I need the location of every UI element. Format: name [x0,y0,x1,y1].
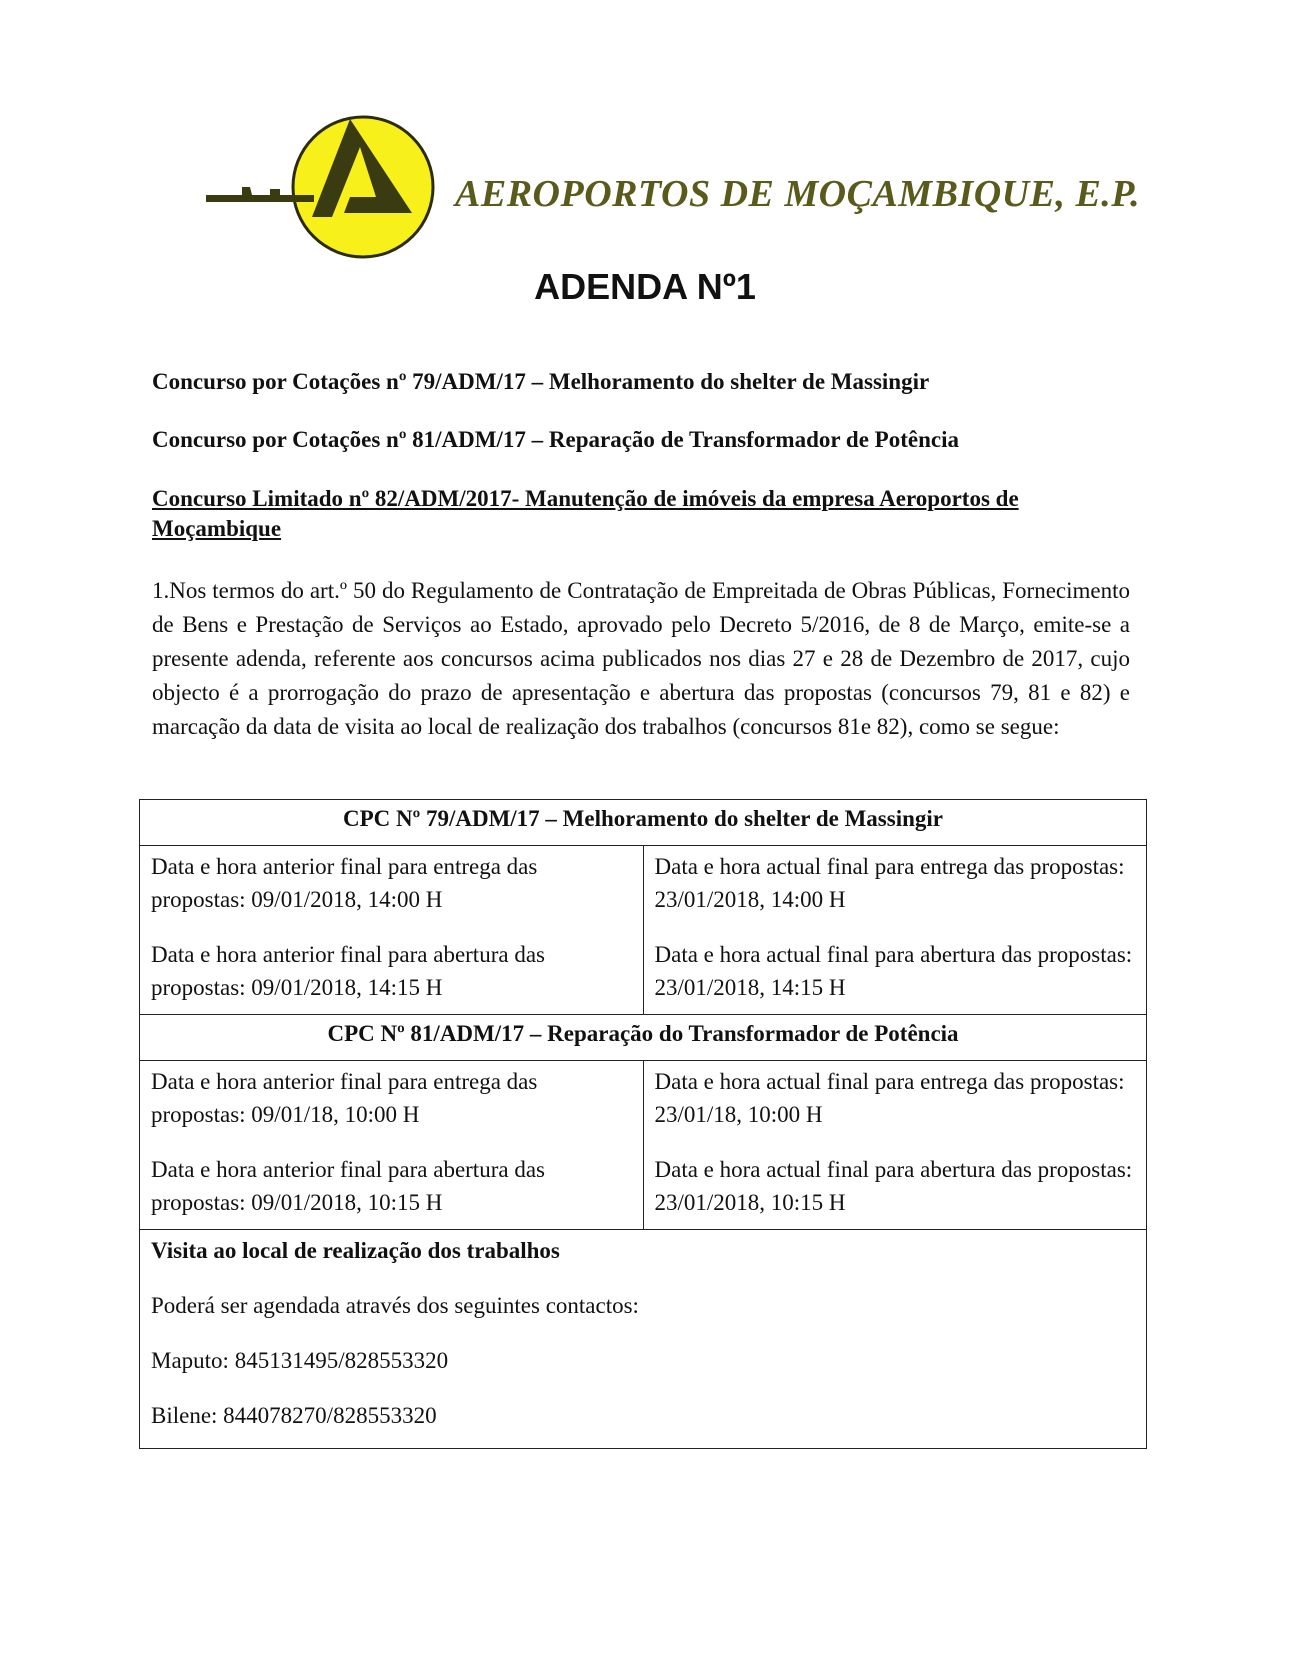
subject-line-81: Concurso por Cotações nº 81/ADM/17 – Reparação de Transformador de Potência [152,427,959,452]
previous-opening-date: Data e hora anterior final para abertura das propostas: 09/01/2018, 10:15 H [151,1157,545,1215]
contact-bilene: Bilene: 844078270/828553320 [151,1403,437,1428]
current-delivery-date: Data e hora actual final para entrega das propostas: 23/01/2018, 14:00 H [654,854,1125,912]
body-paragraph: 1.Nos termos do art.º 50 do Regulamento de Contratação de Empreitada de Obras Públicas, Fornecimento de Bens e Prestação de Serviços ao Estado, aprovado pelo Decreto 5/2016, de 8 de Março, emite-se a presente adenda, referente aos concursos acima publicados nos dias 27 e 28 de Dezembro de 2017, cujo objecto é a prorrogação do prazo de apresentação e abertura das propostas (concursos 79, 81 e 82) e marcação da data de visita ao local de realização dos trabalhos (concursos 81e 82), como se segue: [152,578,1130,739]
contact-maputo: Maputo: 845131495/828553320 [151,1348,449,1373]
previous-dates-cell [140,1061,644,1230]
section-heading-79: CPC Nº 79/ADM/17 – Melhoramento do shelter de Massingir [140,800,1147,846]
current-delivery-date: Data e hora actual final para entrega das propostas: 23/01/18, 10:00 H [654,1069,1125,1127]
current-dates-cell [643,846,1147,1015]
current-opening-date: Data e hora actual final para abertura das propostas: 23/01/2018, 10:15 H [654,1157,1133,1215]
site-visit-title: Visita ao local de realização dos trabalhos [151,1238,560,1263]
section-heading-81: CPC Nº 81/ADM/17 – Reparação do Transformador de Potência [140,1015,1147,1061]
previous-delivery-date: Data e hora anterior final para entrega das propostas: 09/01/18, 10:00 H [151,1069,538,1127]
table-row [140,846,1147,1015]
previous-dates-cell [140,846,644,1015]
airport-logo-icon [200,105,435,260]
subject-line-79: Concurso por Cotações nº 79/ADM/17 – Melhoramento do shelter de Massingir [152,369,930,394]
previous-opening-date: Data e hora anterior final para abertura das propostas: 09/01/2018, 14:15 H [151,942,545,1000]
current-opening-date: Data e hora actual final para abertura das propostas: 23/01/2018, 14:15 H [654,942,1133,1000]
table-row [140,1015,1147,1061]
organization-name: AEROPORTOS DE MOÇAMBIQUE, E.P. [455,173,1141,215]
site-visit-instructions: Poderá ser agendada através dos seguintes contactos: [151,1293,639,1318]
document-title: ADENDA Nº1 [534,266,756,307]
table-row [140,1061,1147,1230]
site-visit-cell [140,1230,1147,1449]
schedule-table [139,799,1147,1449]
previous-delivery-date: Data e hora anterior final para entrega das propostas: 09/01/2018, 14:00 H [151,854,538,912]
subject-line-82: Concurso Limitado nº 82/ADM/2017- Manutenção de imóveis da empresa Aeroportos de Moçambique [152,486,1019,541]
table-row [140,800,1147,846]
current-dates-cell [643,1061,1147,1230]
table-row [140,1230,1147,1449]
